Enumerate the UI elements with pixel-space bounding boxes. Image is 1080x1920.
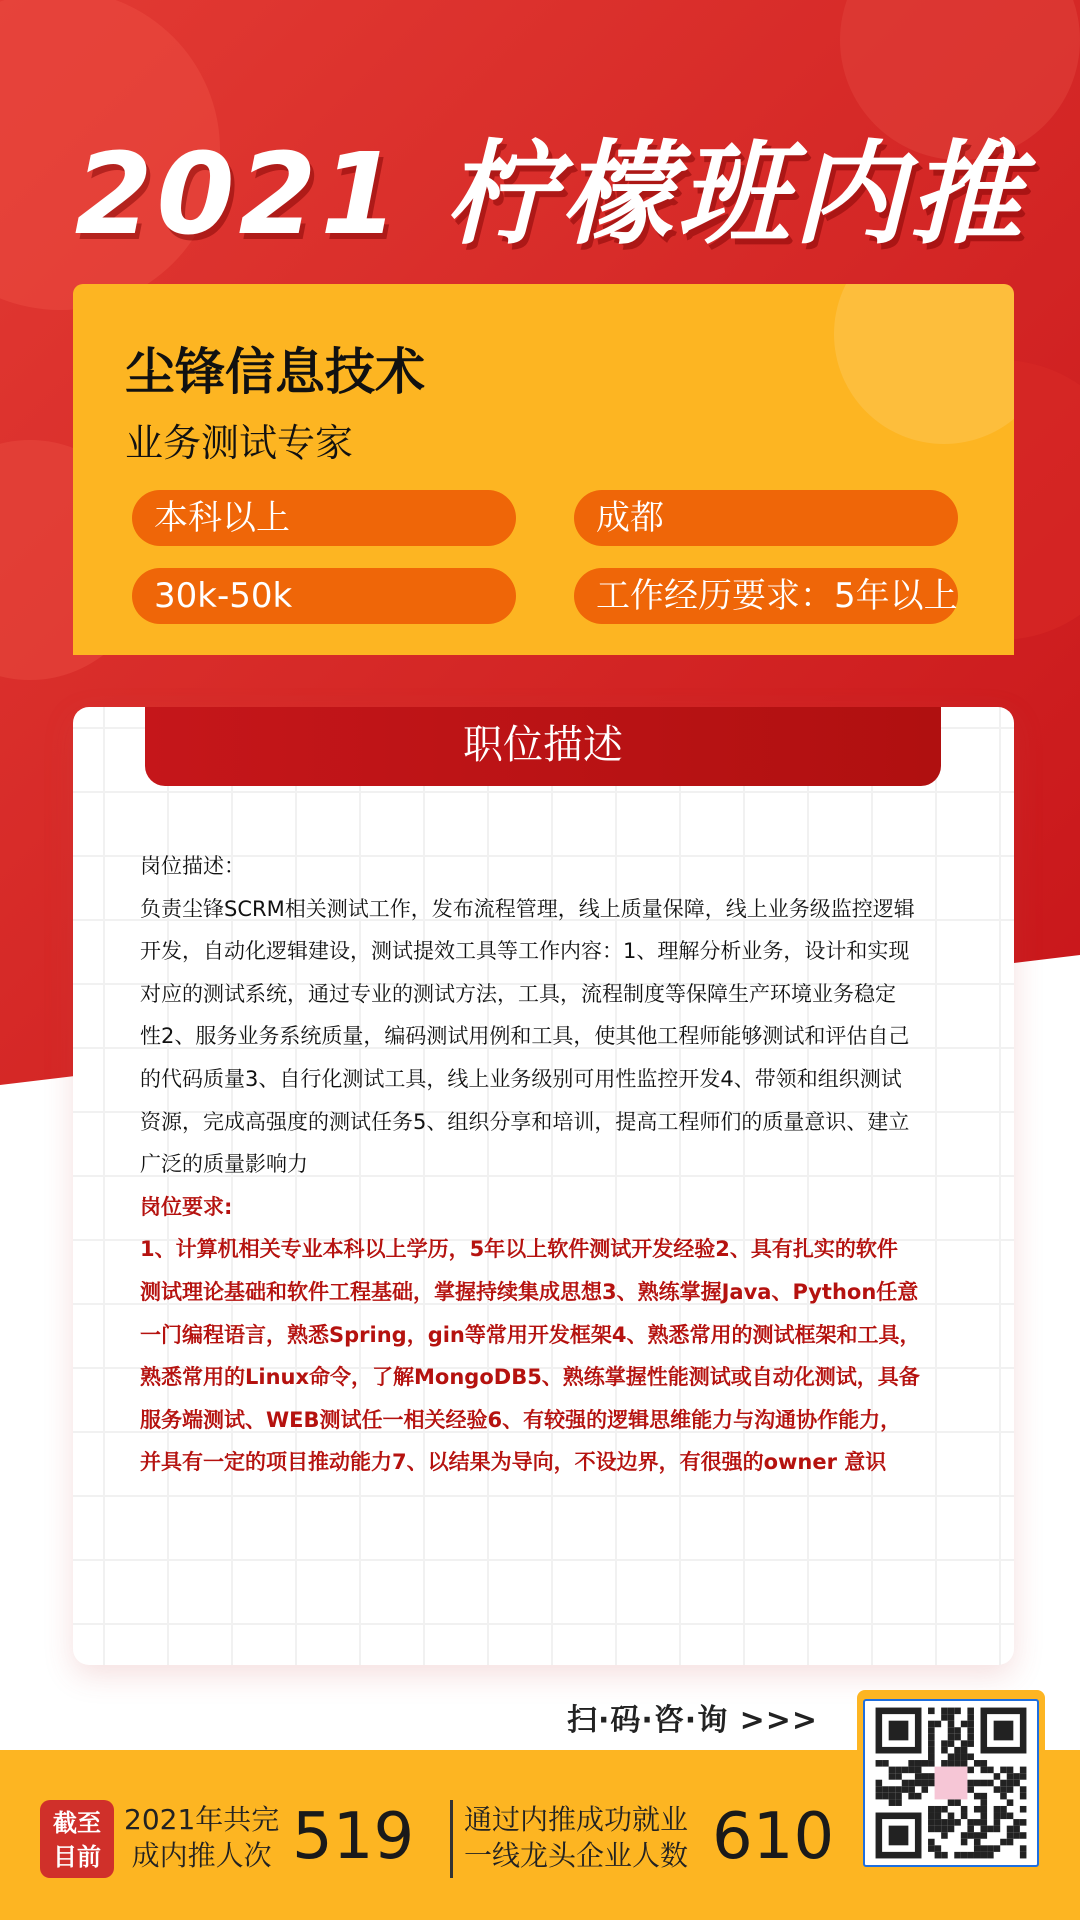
decoration-circle — [834, 284, 1014, 444]
description-card — [73, 707, 1014, 1665]
requirement-line: 服务端测试、WEB测试任一相关经验6、有较强的逻辑思维能力与沟通协作能力， — [140, 1407, 902, 1432]
salary-pill: 30k-50k — [132, 568, 516, 624]
scan-prompt: 扫·码·咨·询 >>> — [567, 1703, 819, 1738]
duty-line: 对应的测试系统，通过专业的测试方法，工具，流程制度等保障生产环境业务稳定 — [140, 981, 896, 1006]
job-summary-card — [73, 284, 1014, 655]
qr-code-image — [863, 1699, 1039, 1867]
stat2-value: 610 — [712, 1800, 835, 1874]
description-tab-title: 职位描述 — [145, 707, 941, 786]
description-body — [140, 845, 960, 1484]
requirement-line: 测试理论基础和软件工程基础，掌握持续集成思想3、熟练掌握Java、Python任意 — [140, 1279, 919, 1304]
requirement-line: 1、计算机相关专业本科以上学历，5年以上软件测试开发经验2、具有扎实的软件 — [140, 1237, 898, 1262]
stat1-label-line: 成内推人次 — [131, 1839, 272, 1872]
position-title: 业务测试专家 — [125, 421, 354, 465]
company-name: 尘锋信息技术 — [125, 343, 425, 401]
duty-line: 广泛的质量影响力 — [140, 1152, 308, 1177]
duty-line: 性2、服务业务系统质量，编码测试用例和工具，使其他工程师能够测试和评估自己 — [140, 1024, 910, 1049]
badge-line: 截至 — [53, 1809, 101, 1837]
duty-line: 资源，完成高强度的测试任务5、组织分享和培训，提高工程师们的质量意识、建立 — [140, 1109, 910, 1134]
qr-code[interactable] — [857, 1690, 1045, 1876]
duty-heading: 岗位描述： — [140, 854, 245, 878]
requirement-line: 一门编程语言，熟悉Spring，gin等常用开发框架4、熟悉常用的测试框架和工具， — [140, 1322, 921, 1347]
duty-line: 负责尘锋SCRM相关测试工作，发布流程管理，线上质量保障，线上业务级监控逻辑 — [140, 896, 915, 921]
requirements-heading: 岗位要求: — [140, 1194, 233, 1219]
stat1-label — [124, 1802, 279, 1874]
stat1-value: 519 — [292, 1800, 415, 1874]
as-of-badge — [40, 1800, 114, 1878]
duty-line: 开发，自动化逻辑建设，测试提效工具等工作内容：1、理解分析业务，设计和实现 — [140, 939, 910, 964]
stat2-label-line: 一线龙头企业人数 — [464, 1839, 689, 1872]
stat1-label-line: 2021年共完 — [124, 1803, 280, 1836]
headline: 2021 柠檬班内推 — [74, 130, 1026, 260]
stat2-label-line: 通过内推成功就业 — [464, 1803, 689, 1836]
qr-pattern-icon — [865, 1701, 1037, 1865]
badge-line: 目前 — [53, 1843, 101, 1871]
divider — [450, 1800, 453, 1878]
stat2-label — [464, 1802, 688, 1874]
experience-pill: 工作经历要求：5年以上 — [574, 568, 958, 624]
requirement-line: 并具有一定的项目推动能力7、以结果为导向，不设边界，有很强的owner 意识 — [140, 1450, 887, 1475]
requirement-line: 熟悉常用的Linux命令，了解MongoDB5、熟练掌握性能测试或自动化测试，具备 — [140, 1365, 920, 1390]
education-pill: 本科以上 — [132, 490, 516, 546]
duty-line: 的代码质量3、自行化测试工具，线上业务级别可用性监控开发4、带领和组织测试 — [140, 1066, 902, 1091]
location-pill: 成都 — [574, 490, 958, 546]
